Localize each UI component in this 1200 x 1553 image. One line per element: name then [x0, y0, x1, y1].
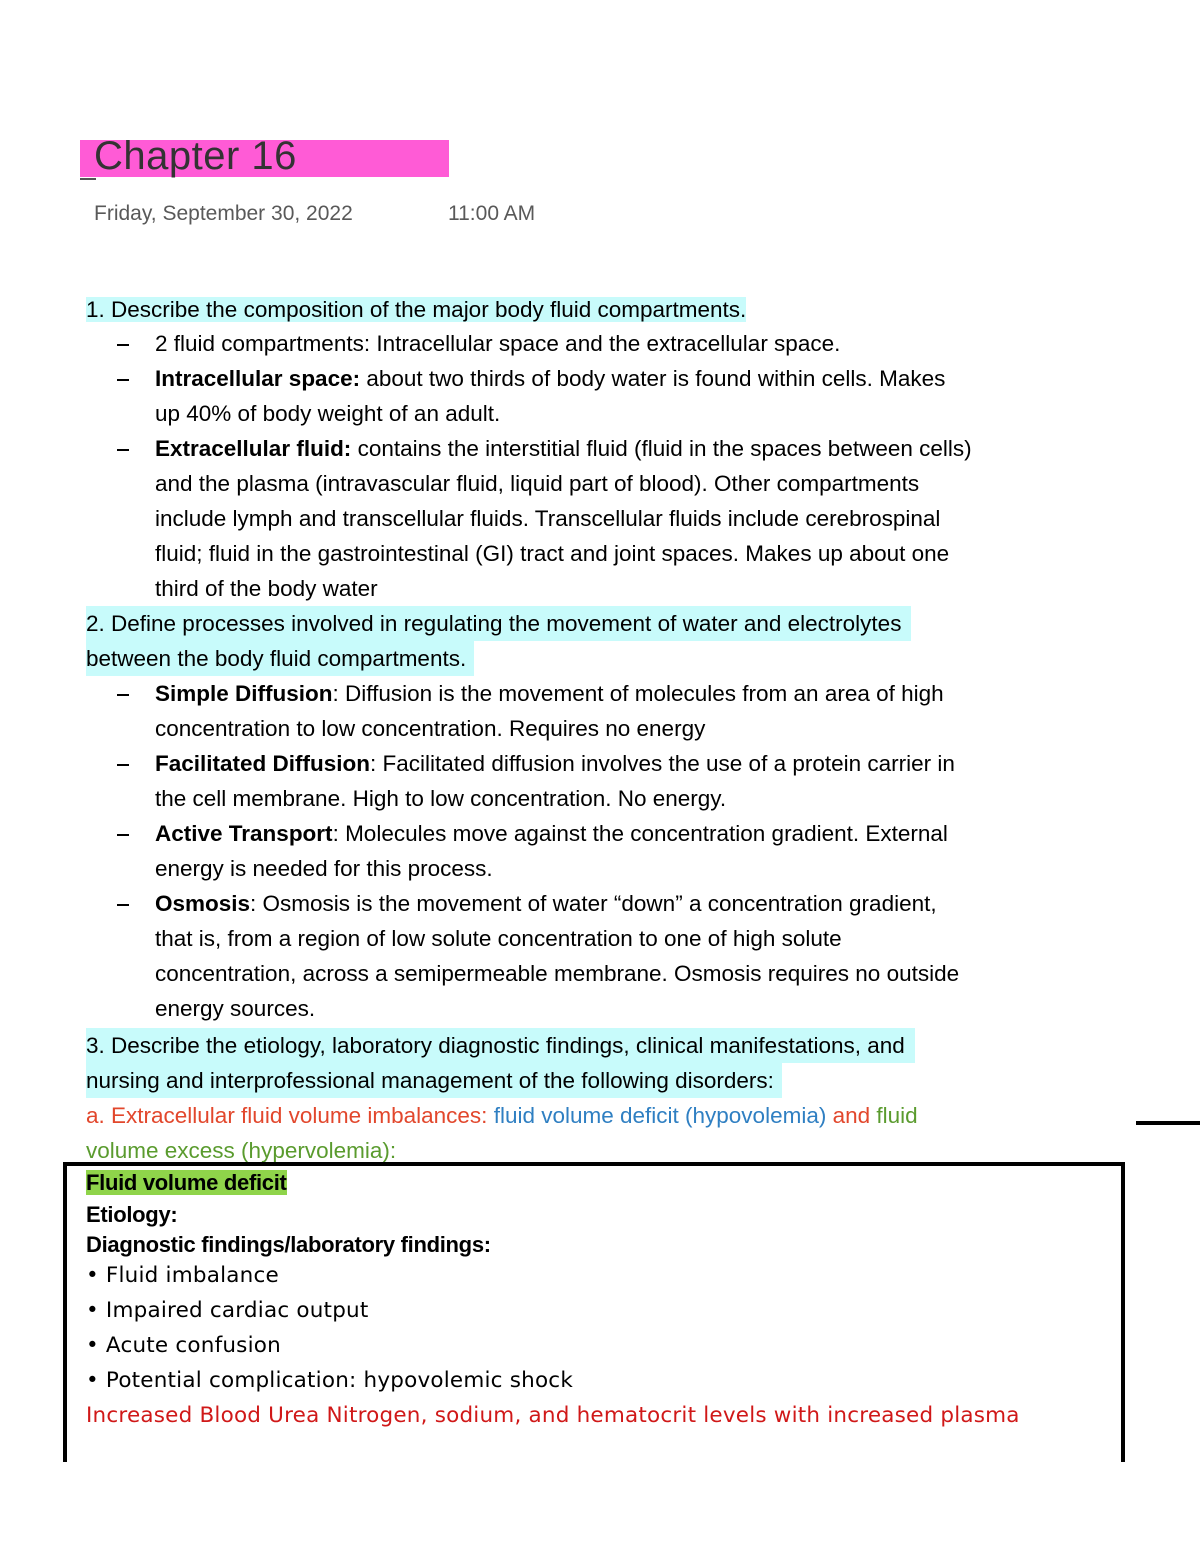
- q1-bullet-1: 2 fluid compartments: Intracellular space and the extracellular space.: [155, 331, 841, 356]
- q1-bullet-3: Extracellular fluid: contains the interstitial fluid (fluid in the spaces between cells): [155, 436, 972, 461]
- q2-heading-cont: between the body fluid compartments.: [86, 641, 474, 676]
- bullet-dash: [117, 694, 129, 696]
- q3-heading-cont: nursing and interprofessional management of the following disorders:: [86, 1063, 782, 1098]
- bullet-dash: [117, 904, 129, 906]
- q2-bullet-2-cont: the cell membrane. High to low concentration. No energy.: [155, 786, 727, 811]
- box-etiology-label: Etiology:: [86, 1202, 178, 1227]
- bullet-dash: [117, 344, 129, 346]
- q2-heading: 2. Define processes involved in regulating the movement of water and electrolytes: [86, 606, 911, 641]
- q1-bullet-3-cont: include lymph and transcellular fluids. Transcellular fluids include cerebrospinal: [155, 506, 941, 531]
- page-title: Chapter 16: [94, 134, 297, 178]
- q2-bullet-1: Simple Diffusion: Diffusion is the movement of molecules from an area of high: [155, 681, 944, 706]
- title-block: [80, 134, 449, 180]
- q1-bullet-3-cont: fluid; fluid in the gastrointestinal (GI) tract and joint spaces. Makes up about one: [155, 541, 950, 566]
- box-item: • Fluid imbalance: [86, 1263, 279, 1288]
- q2-bullet-3-cont: energy is needed for this process.: [155, 856, 493, 881]
- q2-bullet-3: Active Transport: Molecules move against the concentration gradient. External: [155, 821, 948, 846]
- bullet-dash: [117, 764, 129, 766]
- bullet-dash: [117, 379, 129, 381]
- q2-bullet-4-cont: that is, from a region of low solute concentration to one of high solute: [155, 926, 842, 951]
- bullet-dash: [117, 834, 129, 836]
- box-item: • Impaired cardiac output: [86, 1298, 369, 1323]
- box-heading: Fluid volume deficit: [86, 1170, 287, 1195]
- page-time: 11:00 AM: [448, 202, 536, 225]
- margin-rule: [1136, 1121, 1200, 1125]
- box-item: • Acute confusion: [86, 1333, 281, 1358]
- q2-bullet-1-cont: concentration to low concentration. Requires no energy: [155, 716, 706, 741]
- q1-heading: 1. Describe the composition of the major body fluid compartments.: [86, 297, 747, 322]
- q1-bullet-3-cont: third of the body water: [155, 576, 378, 601]
- q3-heading: 3. Describe the etiology, laboratory diagnostic findings, clinical manifestations, and: [86, 1028, 915, 1063]
- q1-bullet-2: Intracellular space: about two thirds of body water is found within cells. Makes: [155, 366, 946, 391]
- q2-bullet-4: Osmosis: Osmosis is the movement of water “down” a concentration gradient,: [155, 891, 937, 916]
- page-date: Friday, September 30, 2022: [94, 202, 353, 225]
- box-diagnostic-label: Diagnostic findings/laboratory findings:: [86, 1232, 491, 1257]
- q2-bullet-2: Facilitated Diffusion: Facilitated diffusion involves the use of a protein carrier in: [155, 751, 955, 776]
- q1-bullet-3-cont: and the plasma (intravascular fluid, liquid part of blood). Other compartments: [155, 471, 920, 496]
- q3-subheading-a: a. Extracellular fluid volume imbalances: fluid volume deficit (hypovolemia) and fluid: [86, 1103, 918, 1128]
- bullet-dash: [117, 449, 129, 451]
- q2-bullet-4-cont: concentration, across a semipermeable membrane. Osmosis requires no outside: [155, 961, 960, 986]
- q3-subheading-a-cont: volume excess (hypervolemia):: [86, 1138, 397, 1163]
- q2-bullet-4-cont: energy sources.: [155, 996, 316, 1021]
- q1-bullet-2-cont: up 40% of body weight of an adult.: [155, 401, 501, 426]
- box-item: • Potential complication: hypovolemic shock: [86, 1368, 573, 1393]
- box-red-line: Increased Blood Urea Nitrogen, sodium, and hematocrit levels with increased plasma: [86, 1403, 1020, 1428]
